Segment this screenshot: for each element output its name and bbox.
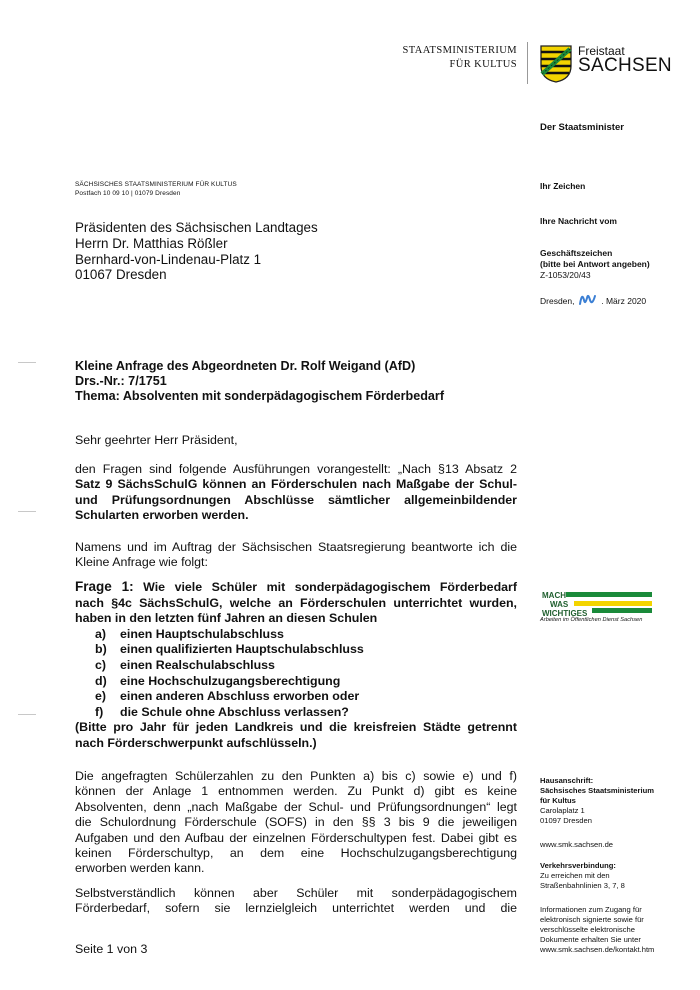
list-item: c) einen Realschulabschluss (95, 657, 275, 672)
question-note: nach Förderschwerpunkt aufschlüsseln.) (75, 735, 317, 750)
contact-link[interactable]: www.smk.sachsen.de/kontakt.htm (540, 945, 655, 954)
address-street: Carolaplatz 1 (540, 806, 585, 815)
ihr-zeichen-label: Ihr Zeichen (540, 181, 586, 191)
question-line (75, 579, 517, 596)
date-initials-signature-icon (577, 290, 599, 308)
staatsminister-label: Der Staatsminister (540, 122, 624, 133)
address-name-1: Sächsisches Staatsministerium (540, 786, 654, 795)
paragraph-line: Namens und im Auftrag der Sächsischen Staatsregierung beantworte ich die (75, 540, 517, 554)
geschaeftszeichen-label: Geschäftszeichen (540, 248, 613, 258)
paragraph-line: den Fragen sind folgende Ausführungen vorangestellt: „Nach §13 Absatz 2 (75, 462, 517, 476)
list-item: d) eine Hochschulzugangsberechtigung (95, 673, 341, 688)
address-city: 01097 Dresden (540, 816, 592, 825)
info-line-2: elektronisch signierte sowie für (540, 915, 644, 924)
sender-line-2: Postfach 10 09 10 | 01079 Dresden (75, 190, 181, 197)
list-item: e) einen anderen Abschluss erworben oder (95, 689, 360, 704)
fold-mark (18, 511, 36, 512)
recipient-line-3: Bernhard-von-Lindenau-Platz 1 (75, 251, 262, 267)
subject-line-2: Drs.-Nr.: 7/1751 (75, 374, 167, 388)
geschaeftszeichen-value: Z-1053/20/43 (540, 270, 591, 280)
paragraph-line: die Schulordnung Förderschule (SOFS) in den §§ 3 bis 9 die jeweiligen (75, 815, 517, 830)
question-text: Wie viele Schüler mit sonderpädagogischem Förderbedarf (143, 580, 517, 594)
header-divider (527, 42, 528, 84)
transport-line-2: Straßenbahnlinien 3, 7, 8 (540, 881, 625, 890)
logo-word-1: MACH (542, 591, 566, 600)
recipient-line-4: 01067 Dresden (75, 267, 167, 283)
info-line-4: Dokumente erhalten Sie unter (540, 935, 641, 944)
question-line: haben in den letzten fünf Jahren an diesen Schulen (75, 611, 378, 626)
sachsen-label: SACHSEN (578, 55, 672, 76)
website-link[interactable]: www.smk.sachsen.de (540, 840, 614, 849)
paragraph-line: Kleine Anfrage wie folgt: (75, 555, 208, 570)
geschaeftszeichen-hint: (bitte bei Antwort angeben) (540, 259, 650, 269)
address-title: Hausanschrift: (540, 776, 594, 785)
question-1 (75, 579, 517, 752)
subject-block (75, 359, 444, 404)
list-item: f) die Schule ohne Abschluss verlassen? (95, 704, 349, 719)
transport-line-1: Zu erreichen mit den (540, 871, 610, 880)
paragraph-line: erworben werden kann. (75, 861, 205, 876)
question-line: nach §4c SächsSchulG, welche an Förderschulen unterrichtet wurden, (75, 595, 517, 610)
info-line-3: verschlüsselte elektronische (540, 925, 635, 934)
paragraph-line: Selbstverständlich können aber Schüler mit sonderpädagogischem (75, 886, 517, 900)
recipient-address (75, 220, 318, 283)
fold-mark (18, 714, 36, 715)
transport-title: Verkehrsverbindung: (540, 861, 616, 870)
list-item: b) einen qualifizierten Hauptschulabschluss (95, 642, 364, 657)
logo-word-3: WICHTIGES (542, 609, 588, 618)
sender-address (75, 180, 237, 198)
freistaat-label: Freistaat (578, 44, 625, 58)
logo-word-2: WAS (550, 600, 569, 609)
subject-line-3: Thema: Absolventen mit sonderpädagogischem Förderbedarf (75, 389, 445, 403)
date-suffix: . März 2020 (601, 296, 647, 306)
recipient-line-1: Präsidenten des Sächsischen Landtages (75, 220, 318, 235)
mach-was-wichtiges-logo (536, 588, 656, 630)
sender-line-1: SÄCHSISCHES STAATSMINISTERIUM FÜR KULTUS (75, 181, 237, 188)
list-item: a) einen Hauptschulabschluss (95, 626, 284, 641)
paragraph-line: und Prüfungsordnungen Abschlüsse sämtlicher allgemeinbildender (75, 492, 517, 507)
greeting: Sehr geehrter Herr Präsident, (75, 433, 238, 447)
geschaeftszeichen (540, 248, 650, 281)
transport-block (540, 861, 625, 891)
paragraph-line: Absolventen, denn „nach Maßgabe der Schul- und Prüfungsordnungen“ legt (75, 799, 517, 814)
date-prefix: Dresden, (540, 296, 575, 306)
paragraph-line: können der Anlage 1 entnommen werden. Zu Punkt d) gibt es keine (75, 784, 517, 799)
question-note: (Bitte pro Jahr für jeden Landkreis und die kreisfreien Städte getrennt (75, 720, 517, 735)
paragraph-intro (75, 462, 517, 524)
question-items (75, 627, 517, 721)
ministry-line-2: FÜR KULTUS (449, 59, 517, 70)
address-name-2: für Kultus (540, 796, 576, 805)
paragraph-line: Aufgaben und den Aufbau der einzelnen Förderschultypen fest. Dabei gibt es (75, 830, 517, 845)
paragraph-answer (75, 769, 517, 877)
fold-mark (18, 362, 36, 363)
subject-line-1: Kleine Anfrage des Abgeordneten Dr. Rolf Weigand (AfD) (75, 359, 416, 373)
ihre-nachricht-label: Ihre Nachricht vom (540, 216, 617, 226)
logo-tagline: Arbeiten im Öffentlichen Dienst Sachsen (540, 617, 643, 623)
letter-date (540, 290, 646, 308)
address-block (540, 776, 654, 826)
paragraph-line: keinen Förderschultyp, an dem eine Hochschulzugangsberechtigung (75, 846, 517, 861)
paragraph-line: Die angefragten Schülerzahlen zu den Punkten a) bis c) sowie e) und f) (75, 769, 517, 783)
logo-bar-green (566, 592, 652, 597)
question-label: Frage 1: (75, 579, 134, 594)
logo-bar-yellow (574, 601, 652, 606)
info-line-1: Informationen zum Zugang für (540, 905, 642, 914)
page-number: Seite 1 von 3 (75, 942, 148, 956)
recipient-line-2: Herrn Dr. Matthias Rößler (75, 235, 228, 251)
paragraph-line: Förderbedarf, sofern sie lernzielgleich unterrichtet werden und die (75, 901, 517, 916)
paragraph-line: Satz 9 SächsSchulG können an Förderschulen nach Maßgabe der Schul- (75, 477, 517, 492)
paragraph-continued (75, 886, 517, 917)
paragraph-answer-intro (75, 540, 517, 571)
logo-bar-green-2 (592, 608, 652, 613)
ministry-line-1: STAATSMINISTERIUM (402, 45, 517, 56)
saxony-crest-icon (539, 44, 573, 84)
paragraph-line: Schularten erworben werden. (75, 508, 249, 523)
ministry-name (395, 44, 517, 72)
info-block (540, 905, 654, 955)
